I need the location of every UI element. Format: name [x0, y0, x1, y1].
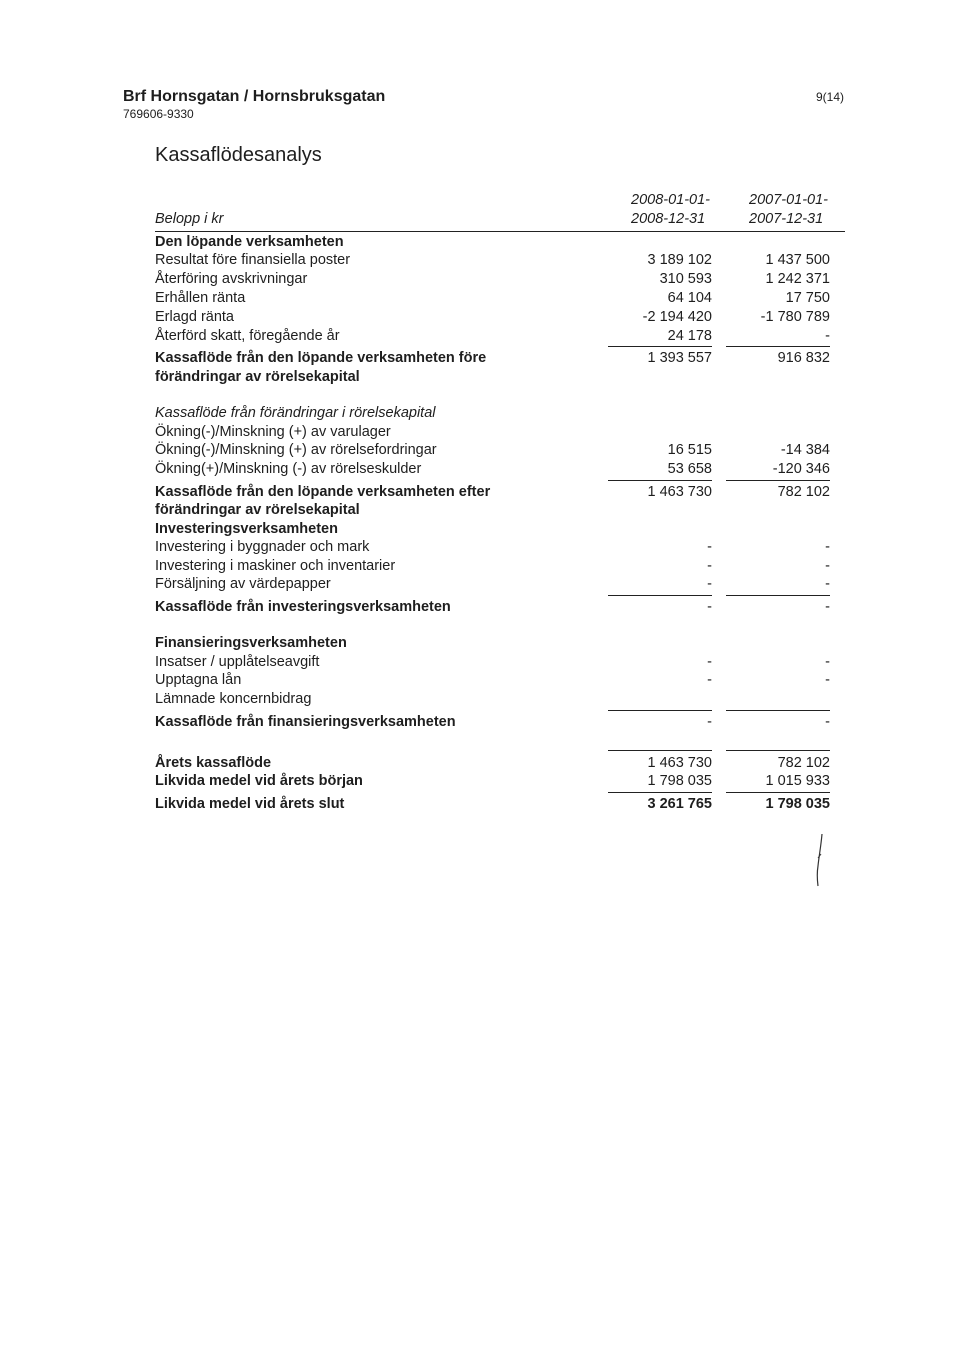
- table-row: [155, 690, 845, 708]
- table-row: [155, 368, 845, 386]
- subtotal-rule: [608, 750, 712, 751]
- subtotal-rule: [608, 595, 712, 596]
- row-current-value: 1 798 035: [647, 773, 712, 789]
- table-row: [155, 634, 845, 652]
- row-current-value: -: [707, 576, 712, 592]
- page-number: 9(14): [816, 90, 845, 104]
- row-label: Investeringsverksamheten: [155, 521, 338, 537]
- row-previous-value: -: [825, 539, 830, 555]
- row-label: Likvida medel vid årets slut: [155, 796, 345, 812]
- total-rule: [608, 792, 712, 793]
- row-label: Kassaflöde från finansieringsverksamheten: [155, 714, 456, 730]
- row-current-value: 1 393 557: [647, 350, 712, 366]
- row-current-value: -: [707, 599, 712, 615]
- organization-name: Brf Hornsgatan / Hornsbruksgatan: [123, 88, 386, 105]
- row-previous-value: -: [825, 558, 830, 574]
- row-label: Ökning(-)/Minskning (+) av rörelsefordringar: [155, 442, 437, 458]
- row-current-value: -2 194 420: [642, 309, 712, 325]
- row-current-value: -: [707, 672, 712, 688]
- table-row: [155, 557, 845, 575]
- row-current-value: 3 261 765: [647, 796, 712, 812]
- subtotal-rule: [608, 710, 712, 711]
- row-previous-value: -: [825, 672, 830, 688]
- table-row: [155, 349, 845, 367]
- subtotal-rule: [726, 750, 830, 751]
- row-current-value: 64 104: [667, 290, 712, 306]
- row-label: Kassaflöde från den löpande verksamheten före: [155, 350, 487, 366]
- row-current-value: 16 515: [667, 442, 712, 458]
- row-previous-value: 782 102: [777, 484, 830, 500]
- row-label: Finansieringsverksamheten: [155, 635, 347, 651]
- page-title: Kassaflödesanalys: [155, 144, 322, 166]
- subtotal-rule: [726, 480, 830, 481]
- row-current-value: -: [707, 558, 712, 574]
- row-label: Erhållen ränta: [155, 290, 246, 306]
- header-rule: [155, 231, 845, 232]
- row-label: Erlagd ränta: [155, 309, 234, 325]
- row-label: Ökning(-)/Minskning (+) av varulager: [155, 424, 391, 440]
- subtotal-rule: [608, 346, 712, 347]
- row-previous-value: -: [825, 654, 830, 670]
- table-row: [155, 483, 845, 501]
- table-row: [155, 772, 845, 790]
- organization-number: 769606-9330: [123, 107, 194, 121]
- row-label: Likvida medel vid årets början: [155, 773, 363, 789]
- table-row: [155, 754, 845, 772]
- row-previous-value: -14 384: [780, 442, 830, 458]
- table-row: [155, 538, 845, 556]
- previous-period-from: 2007-01-01-: [749, 192, 828, 208]
- table-row: [155, 423, 845, 441]
- row-previous-value: 1 437 500: [765, 252, 830, 268]
- row-label: Ökning(+)/Minskning (-) av rörelseskulder: [155, 461, 422, 477]
- row-previous-value: 782 102: [777, 755, 830, 771]
- row-label: Lämnade koncernbidrag: [155, 691, 312, 707]
- row-current-value: 24 178: [667, 328, 712, 344]
- row-label: förändringar av rörelsekapital: [155, 369, 360, 385]
- row-label: Återförd skatt, föregående år: [155, 328, 340, 344]
- row-previous-value: -: [825, 599, 830, 615]
- table-row: [155, 441, 845, 459]
- row-label: Den löpande verksamheten: [155, 234, 344, 250]
- row-previous-value: 1 798 035: [765, 796, 830, 812]
- row-current-value: 310 593: [659, 271, 712, 287]
- unit-label: Belopp i kr: [155, 211, 224, 227]
- row-current-value: -: [707, 714, 712, 730]
- table-row: [155, 404, 845, 422]
- table-row: [155, 653, 845, 671]
- row-label: Kassaflöde från den löpande verksamheten efter: [155, 484, 491, 500]
- row-previous-value: -: [825, 328, 830, 344]
- row-label: Resultat före finansiella poster: [155, 252, 351, 268]
- row-label: Investering i byggnader och mark: [155, 539, 370, 555]
- row-current-value: 1 463 730: [647, 755, 712, 771]
- table-row: [155, 795, 845, 813]
- row-current-value: -: [707, 539, 712, 555]
- row-current-value: 3 189 102: [647, 252, 712, 268]
- table-row: [155, 575, 845, 593]
- row-label: Försäljning av värdepapper: [155, 576, 331, 592]
- row-label: Årets kassaflöde: [155, 755, 272, 771]
- previous-period-to: 2007-12-31: [749, 211, 824, 227]
- table-row: [155, 308, 845, 326]
- table-row: [155, 327, 845, 345]
- table-row: [155, 460, 845, 478]
- row-label: Upptagna lån: [155, 672, 242, 688]
- row-previous-value: 1 015 933: [765, 773, 830, 789]
- row-previous-value: 17 750: [785, 290, 830, 306]
- row-label: Insatser / upplåtelseavgift: [155, 654, 320, 670]
- row-current-value: 1 463 730: [647, 484, 712, 500]
- row-previous-value: -: [825, 576, 830, 592]
- row-previous-value: 916 832: [777, 350, 830, 366]
- table-row: [155, 598, 845, 616]
- subtotal-rule: [726, 710, 830, 711]
- current-period-to: 2008-12-31: [631, 211, 706, 227]
- row-previous-value: 1 242 371: [765, 271, 830, 287]
- current-period-from: 2008-01-01-: [631, 192, 710, 208]
- row-label: Kassaflöde från förändringar i rörelsekapital: [155, 405, 436, 421]
- row-previous-value: -: [825, 714, 830, 730]
- total-rule: [726, 792, 830, 793]
- subtotal-rule: [726, 595, 830, 596]
- table-row: [155, 233, 845, 251]
- row-previous-value: -120 346: [772, 461, 830, 477]
- table-row: [155, 713, 845, 731]
- row-label: Investering i maskiner och inventarier: [155, 558, 396, 574]
- table-row: [155, 270, 845, 288]
- table-row: [155, 501, 845, 519]
- table-row: [155, 251, 845, 269]
- row-label: förändringar av rörelsekapital: [155, 502, 360, 518]
- table-row: [155, 289, 845, 307]
- row-current-value: -: [707, 654, 712, 670]
- table-row: [155, 671, 845, 689]
- row-current-value: 53 658: [667, 461, 712, 477]
- table-row: [155, 520, 845, 538]
- row-label: Återföring avskrivningar: [155, 271, 308, 287]
- subtotal-rule: [726, 346, 830, 347]
- row-previous-value: -1 780 789: [760, 309, 830, 325]
- row-label: Kassaflöde från investeringsverksamheten: [155, 599, 451, 615]
- signature-mark: [812, 832, 826, 888]
- subtotal-rule: [608, 480, 712, 481]
